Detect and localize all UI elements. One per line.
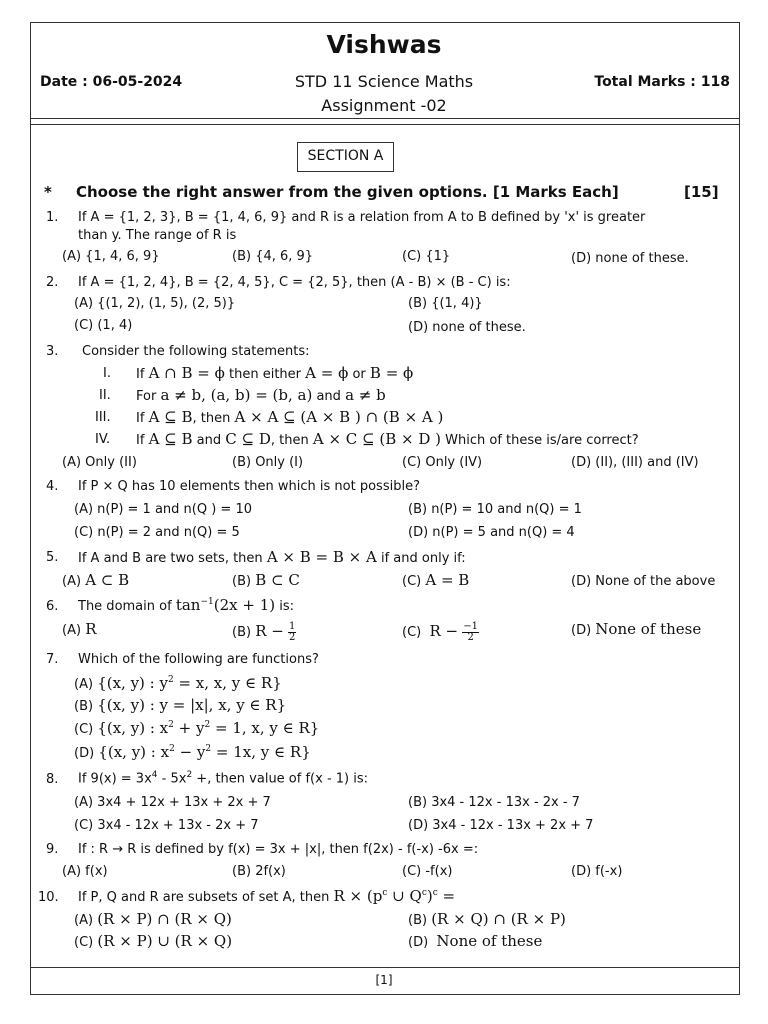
q10-number: 10. (38, 890, 59, 905)
q2-number: 2. (46, 275, 59, 290)
q9-option-c: (C) -f(x) (402, 864, 453, 879)
section-marks: [15] (684, 183, 719, 201)
q2-option-c: (C) (1, 4) (74, 318, 133, 333)
q8-option-b: (B) 3x4 - 12x - 13x - 2x - 7 (408, 795, 580, 810)
q7-option-c: (C) {(x, y) : $x^2 + y^2 = 1$, x, y ∈ R} (74, 719, 320, 737)
school-name: Vishwas (326, 30, 442, 59)
q6-option-b: (B) R − $\frac{1}{2}$ (232, 621, 296, 643)
q4-text: If P × Q has 10 elements then which is not possible? (78, 479, 420, 494)
instruction-bullet: * (44, 183, 52, 201)
q3-statement-2-number: II. (99, 388, 111, 403)
q6-option-c: (C) R − $\frac{-1}{2}$ (402, 621, 479, 643)
q3-number: 3. (46, 344, 59, 359)
q2-text: If A = {1, 2, 4}, B = {2, 4, 5}, C = {2, 5}, then (A - B) × (B - C) is: (78, 275, 511, 290)
header-divider-bottom (30, 124, 740, 125)
header-divider-top (30, 118, 740, 119)
q6-number: 6. (46, 599, 59, 614)
q7-text: Which of the following are functions? (78, 652, 319, 667)
assignment-title: Assignment -02 (321, 96, 447, 115)
q2-option-a: (A) {(1, 2), (1, 5), (2, 5)} (74, 296, 236, 311)
q8-option-d: (D) 3x4 - 12x - 13x + 2x + 7 (408, 818, 594, 833)
q8-option-c: (C) 3x4 - 12x + 13x - 2x + 7 (74, 818, 259, 833)
q9-option-d: (D) f(-x) (571, 864, 623, 879)
q9-option-a: (A) f(x) (62, 864, 108, 879)
q4-option-a: (A) n(P) = 1 and n(Q ) = 10 (74, 502, 252, 517)
q8-option-a: (A) 3x4 + 12x + 13x + 2x + 7 (74, 795, 271, 810)
total-marks: Total Marks : 118 (594, 74, 730, 90)
q1-option-d: (D) none of these. (571, 251, 689, 266)
section-title: SECTION A (297, 142, 394, 172)
q4-option-c: (C) n(P) = 2 and n(Q) = 5 (74, 525, 240, 540)
subject-title: STD 11 Science Maths (294, 72, 474, 91)
q5-option-d: (D) None of the above (571, 574, 716, 589)
q7-option-d: (D) {(x, y) : $x^2 - y^2 = 1x$, y ∈ R} (74, 743, 311, 761)
q5-text: If A and B are two sets, then A × B = B × A if and only if: (78, 548, 466, 566)
q10-text: If P, Q and R are subsets of set A, then $R \times (p^c$ ∪ $Q^c)^c$ = (78, 887, 456, 905)
footer-divider (30, 967, 740, 968)
q4-option-d: (D) n(P) = 5 and n(Q) = 4 (408, 525, 575, 540)
q1-text-line2: than y. The range of R is (78, 228, 237, 243)
q3-statement-2: For a ≠ b, (a, b) = (b, a) and a ≠ b (136, 386, 386, 404)
q1-option-a: (A) {1, 4, 6, 9} (62, 249, 160, 264)
q2-option-d: (D) none of these. (408, 320, 526, 335)
q5-option-b: (B) B ⊂ C (232, 571, 300, 589)
page-number: [1] (375, 973, 393, 987)
q8-text: If $9(x) = 3x^4 - 5x^2$ +, then value of f(x - 1) is: (78, 770, 369, 787)
q9-number: 9. (46, 842, 59, 857)
q7-option-b: (B) {(x, y) : y = |x|, x, y ∈ R} (74, 696, 287, 714)
q4-option-b: (B) n(P) = 10 and n(Q) = 1 (408, 502, 582, 517)
q3-text: Consider the following statements: (82, 344, 310, 359)
date: Date : 06-05-2024 (40, 74, 183, 90)
q9-text: If : R → R is defined by f(x) = 3x + |x|, then f(2x) - f(-x) -6x =: (78, 842, 479, 857)
q6-option-a: (A) R (62, 620, 97, 638)
q2-option-b: (B) {(1, 4)} (408, 296, 483, 311)
q1-option-c: (C) {1} (402, 249, 451, 264)
q7-number: 7. (46, 652, 59, 667)
q1-option-b: (B) {4, 6, 9} (232, 249, 314, 264)
q5-option-c: (C) A = B (402, 571, 470, 589)
q3-option-d: (D) (II), (III) and (IV) (571, 455, 699, 470)
q10-option-a: (A) (R × P) ∩ (R × Q) (74, 910, 232, 928)
q10-option-c: (C) (R × P) ∪ (R × Q) (74, 932, 233, 950)
q1-number: 1. (46, 210, 59, 225)
q7-option-a: (A) {(x, y) : $y^2 = x$, x, y ∈ R} (74, 674, 282, 692)
q10-option-b: (B) (R × Q) ∩ (R × P) (408, 910, 566, 928)
q3-option-c: (C) Only (IV) (402, 455, 483, 470)
q6-option-d: (D) None of these (571, 620, 702, 638)
q1-text-line1: If A = {1, 2, 3}, B = {1, 4, 6, 9} and R is a relation from A to B defined by 'x' is greater (78, 210, 646, 225)
instruction-text: Choose the right answer from the given options. [1 Marks Each] (76, 183, 619, 201)
q3-statement-1-number: I. (103, 366, 111, 381)
q3-statement-1: If A ∩ B = ϕ then either A = ϕ or B = ϕ (136, 364, 414, 382)
q5-number: 5. (46, 550, 59, 565)
q8-number: 8. (46, 772, 59, 787)
q3-option-b: (B) Only (I) (232, 455, 304, 470)
q6-text: The domain of $\tan^{-1}(2x + 1)$ is: (78, 596, 294, 614)
q3-statement-3: If A ⊆ B, then A × A ⊆ (A × B ) ∩ (B × A ) (136, 408, 444, 426)
q3-statement-3-number: III. (95, 410, 111, 425)
q3-option-a: (A) Only (II) (62, 455, 137, 470)
q10-option-d: (D) None of these (408, 932, 543, 950)
q3-statement-4-number: IV. (95, 432, 111, 447)
q4-number: 4. (46, 479, 59, 494)
q5-option-a: (A) A ⊂ B (62, 571, 130, 589)
q9-option-b: (B) 2f(x) (232, 864, 286, 879)
q3-statement-4: If A ⊆ B and C ⊆ D, then A × C ⊆ (B × D ) Which of these is/are correct? (136, 430, 639, 448)
